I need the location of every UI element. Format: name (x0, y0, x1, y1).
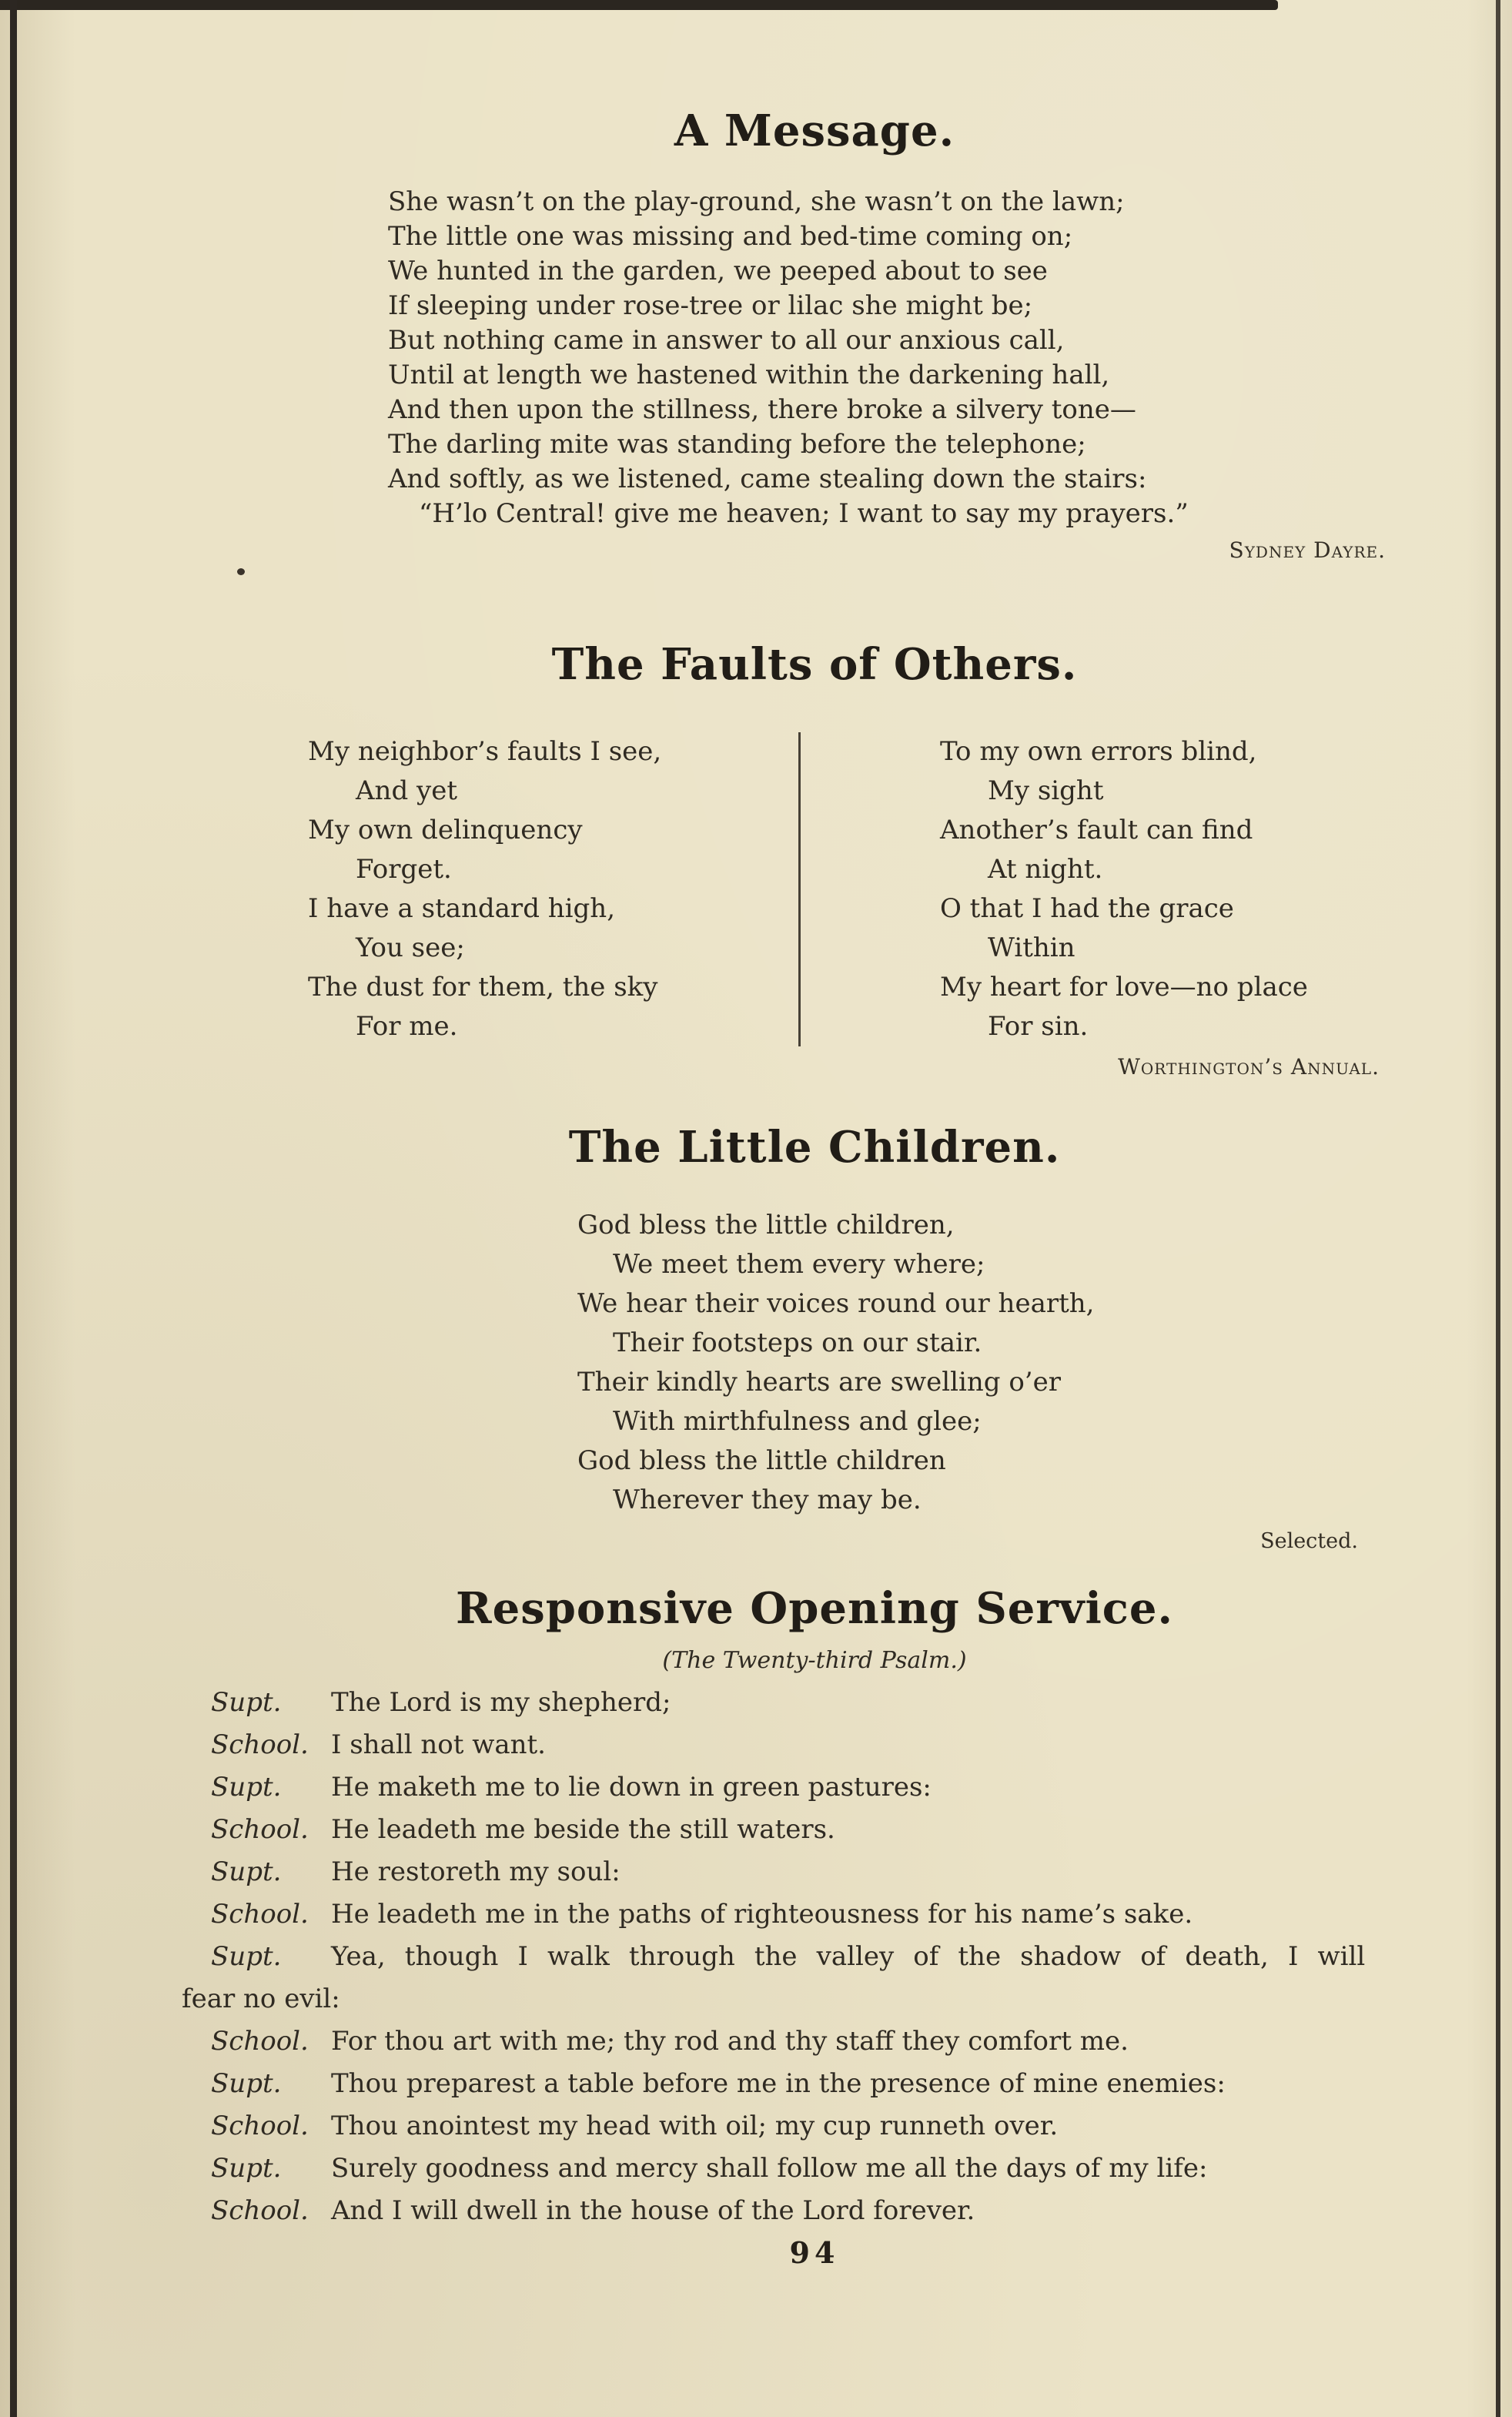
poem-line: She wasn’t on the play-ground, she wasn’t on the lawn; (388, 186, 1125, 217)
service-line (182, 1809, 1447, 1851)
speaker-label: Supt. (211, 1941, 282, 1972)
service-line-text: Thou anointest my head with oil; my cup runneth over. (331, 2111, 1059, 2141)
poem-title-a-message: A Message. (674, 105, 955, 156)
service-line (182, 1936, 1447, 2020)
poem-title-faults-of-others: The Faults of Others. (551, 639, 1078, 690)
poem-lines-a-message (388, 185, 1447, 531)
speaker-label: School. (211, 2195, 309, 2226)
speaker-label: Supt. (211, 2153, 282, 2184)
service-line-text: And I will dwell in the house of the Lord forever. (331, 2195, 975, 2226)
service-lines (182, 1682, 1447, 2232)
poem-lines-the-little-children (577, 1206, 1447, 1520)
poem-line: For sin. (988, 1011, 1089, 1042)
poem-line: For me. (356, 1011, 458, 1042)
service-line (182, 2148, 1447, 2190)
poem-line: And yet (356, 775, 458, 806)
poem-the-little-children (182, 1123, 1447, 1553)
service-line-text: He restoreth my soul: (331, 1856, 621, 1887)
poem-line: Their footsteps on our stair. (613, 1327, 982, 1358)
speaker-label: Supt. (211, 2068, 282, 2099)
poem-line: The darling mite was standing before the telephone; (388, 429, 1086, 460)
speaker-label: School. (211, 1814, 309, 1845)
poem-line: We hear their voices round our hearth, (577, 1288, 1095, 1319)
poem-line: God bless the little children, (577, 1210, 955, 1240)
speaker-label: Supt. (211, 1687, 282, 1718)
service-line (182, 2190, 1447, 2232)
service-line (182, 1724, 1447, 1766)
poem-line: My sight (988, 775, 1104, 806)
poem-line: The dust for them, the sky (308, 972, 658, 1003)
poem-line: Another’s fault can find (940, 815, 1253, 845)
service-line-text: The Lord is my shepherd; (331, 1687, 671, 1718)
page-right-edge (1496, 0, 1500, 2417)
service-line-text: Surely goodness and mercy shall follow me all the days of my life: (331, 2153, 1208, 2184)
service-line (182, 1766, 1447, 1809)
poem-line: We meet them every where; (613, 1249, 985, 1280)
poem-line: At night. (988, 854, 1103, 885)
page-content (182, 0, 1447, 2270)
service-line (182, 1851, 1447, 1893)
faults-right-column (801, 732, 1447, 1046)
faults-left-column (308, 732, 798, 1046)
service-line-text: He leadeth me in the paths of righteousness for his name’s sake. (331, 1899, 1193, 1930)
poem-faults-of-others (182, 640, 1447, 1080)
poem-line: O that I had the grace (940, 893, 1234, 924)
poem-line: You see; (356, 932, 465, 963)
poem-line: To my own errors blind, (940, 736, 1257, 767)
poem-line: Their kindly hearts are swelling o’er (577, 1367, 1061, 1398)
speaker-label: School. (211, 1729, 309, 1760)
poem-line: Wherever they may be. (613, 1485, 922, 1515)
poem-line: The little one was missing and bed-time coming on; (388, 221, 1073, 252)
faults-columns (308, 732, 1447, 1046)
poem-line: With mirthfulness and glee; (613, 1406, 982, 1437)
attribution-worthingtons-annual: Worthington’s Annual. (1118, 1054, 1380, 1080)
poem-line: My neighbor’s faults I see, (308, 736, 662, 767)
service-line-text: Thou preparest a table before me in the presence of mine enemies: (331, 2068, 1226, 2099)
poem-line: We hunted in the garden, we peeped about to see (388, 256, 1048, 286)
service-line (182, 2020, 1447, 2063)
poem-line: And then upon the stillness, there broke a silvery tone— (388, 394, 1136, 425)
poem-a-message (182, 106, 1447, 563)
poem-line: And softly, as we listened, came stealing down the stairs: (388, 464, 1147, 494)
poem-line: My own delinquency (308, 815, 583, 845)
page-number: 94 (789, 2235, 840, 2270)
service-line (182, 1682, 1447, 1724)
service-title: Responsive Opening Service. (456, 1583, 1173, 1634)
speaker-label: Supt. (211, 1856, 282, 1887)
poem-line: Forget. (356, 854, 452, 885)
poem-line: If sleeping under rose-tree or lilac she might be; (388, 290, 1033, 321)
poem-line: My heart for love—no place (940, 972, 1308, 1003)
responsive-opening-service (182, 1584, 1447, 2270)
page-left-edge (10, 0, 17, 2417)
poem-title-the-little-children: The Little Children. (568, 1122, 1061, 1173)
poem-line: Until at length we hastened within the darkening hall, (388, 360, 1110, 390)
speaker-label: Supt. (211, 1772, 282, 1803)
speaker-label: School. (211, 1899, 309, 1930)
service-line-text: Yea, though I walk through the valley of the shadow of death, I will (331, 1941, 1366, 1972)
service-line-continuation: fear no evil: (182, 1983, 340, 2014)
service-line (182, 2063, 1447, 2105)
poem-line: I have a standard high, (308, 893, 616, 924)
speaker-label: School. (211, 2111, 309, 2141)
poem-line: God bless the little children (577, 1445, 946, 1476)
poem-line: “H’lo Central! give me heaven; I want to say my prayers.” (419, 498, 1189, 529)
service-line-text: He leadeth me beside the still waters. (331, 1814, 835, 1845)
poem-line: But nothing came in answer to all our anxious call, (388, 325, 1065, 356)
service-line-text: For thou art with me; thy rod and thy staff they comfort me. (331, 2026, 1129, 2057)
attribution-sydney-dayre: Sydney Dayre. (1229, 537, 1386, 563)
service-line (182, 2105, 1447, 2148)
service-line (182, 1893, 1447, 1936)
service-subtitle: (The Twenty-third Psalm.) (662, 1647, 967, 1674)
attribution-selected: Selected. (1260, 1529, 1358, 1553)
speaker-label: School. (211, 2026, 309, 2057)
service-line-text: I shall not want. (331, 1729, 546, 1760)
poem-line: Within (988, 932, 1075, 963)
service-line-text: He maketh me to lie down in green pastures: (331, 1772, 932, 1803)
